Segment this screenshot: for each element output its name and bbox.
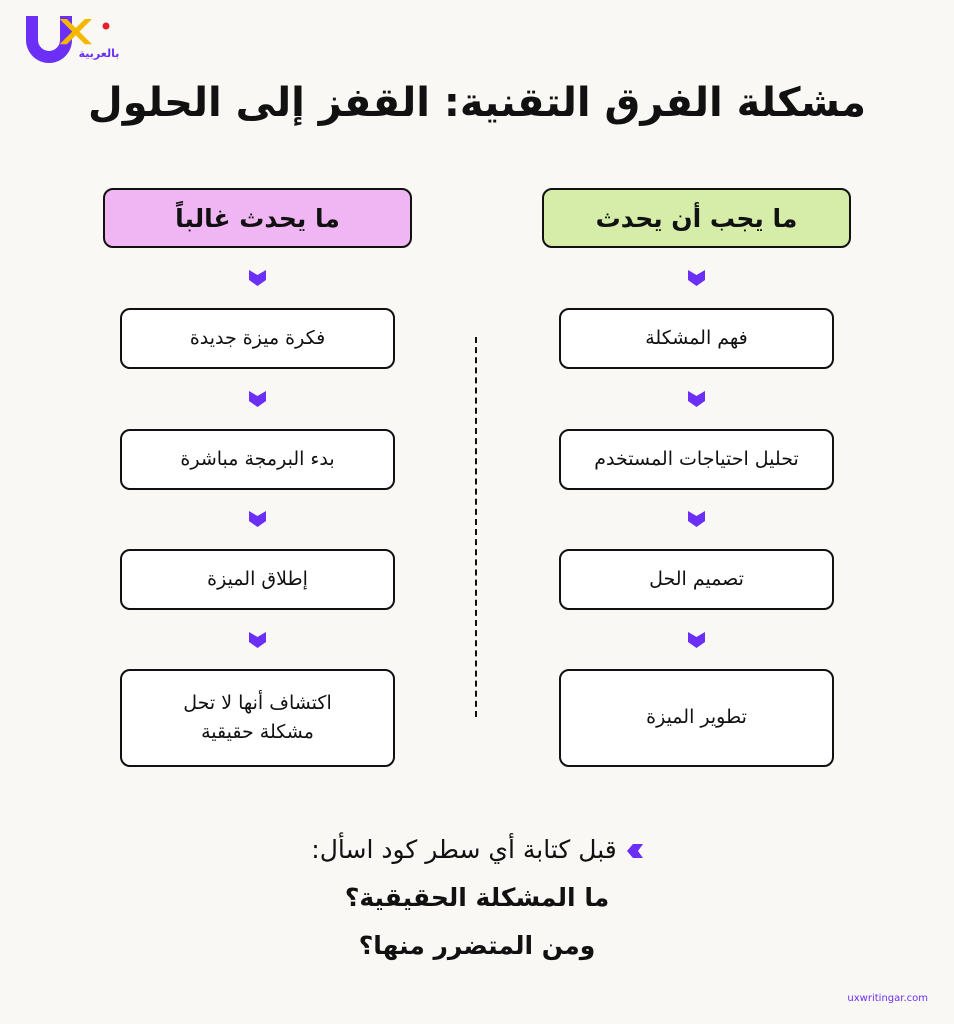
note-line-3: ومن المتضرر منها؟ [358, 931, 596, 960]
chevron-down-icon [688, 511, 705, 527]
chevron-down-icon [249, 632, 266, 648]
brand-logo [22, 14, 120, 66]
step-box: تصميم الحل [559, 549, 834, 610]
note-line-1 [0, 826, 954, 874]
step-box: اكتشاف أنها لا تحل مشكلة حقيقية [120, 669, 395, 767]
logo-text: بالعربية [78, 47, 120, 60]
chevron-down-icon [249, 511, 266, 527]
note-text-1: قبل كتابة أي سطر كود اسأل: [311, 835, 617, 864]
chevron-down-icon [688, 270, 705, 286]
chevron-down-icon [249, 270, 266, 286]
step-box: فهم المشكلة [559, 308, 834, 369]
header-what-usually-happens: ما يحدث غالباً [103, 188, 412, 248]
step-box: تحليل احتياجات المستخدم [559, 429, 834, 490]
closing-note [0, 826, 954, 970]
dashed-divider [475, 337, 477, 717]
note-line-2: ما المشكلة الحقيقية؟ [344, 883, 610, 912]
website-link[interactable]: uxwritingar.com [847, 993, 928, 1004]
chevron-down-icon [688, 632, 705, 648]
page-title: مشكلة الفرق التقنية: القفز إلى الحلول [88, 80, 866, 126]
chevron-down-icon [688, 391, 705, 407]
step-box: تطوير الميزة [559, 669, 834, 767]
step-box: بدء البرمجة مباشرة [120, 429, 395, 490]
header-what-should-happen: ما يجب أن يحدث [542, 188, 851, 248]
step-box: إطلاق الميزة [120, 549, 395, 610]
chevron-down-icon [249, 391, 266, 407]
step-box: فكرة ميزة جديدة [120, 308, 395, 369]
chevron-left-icon [627, 844, 643, 858]
